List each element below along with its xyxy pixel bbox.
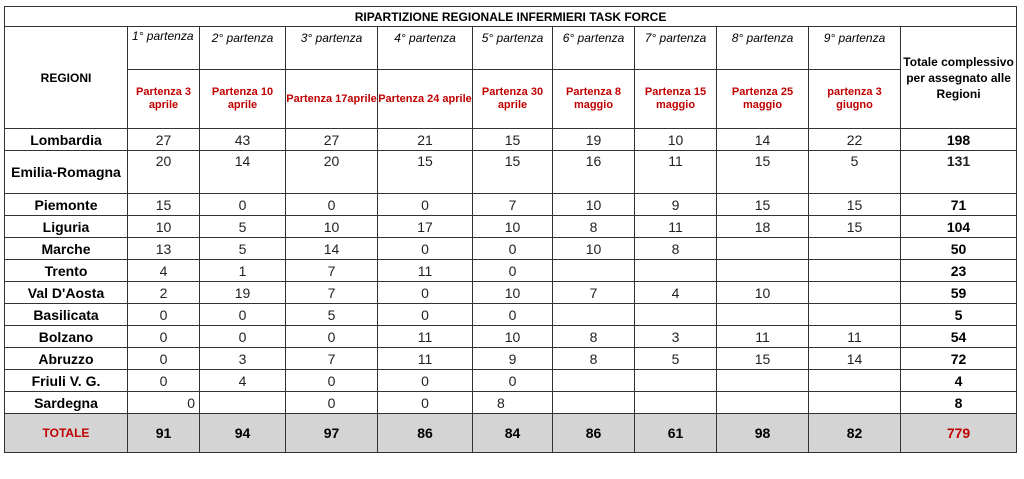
departure-date: partenza 3 giugno (809, 70, 901, 129)
region-total: 23 (901, 260, 1017, 282)
value-cell: 19 (553, 129, 635, 151)
value-cell: 10 (286, 216, 378, 238)
value-cell: 5 (200, 216, 286, 238)
value-cell (553, 370, 635, 392)
region-total: 198 (901, 129, 1017, 151)
value-cell: 7 (473, 194, 553, 216)
value-cell (809, 260, 901, 282)
value-cell (717, 304, 809, 326)
region-name: Emilia-Romagna (5, 151, 128, 194)
value-cell: 11 (717, 326, 809, 348)
value-cell (635, 370, 717, 392)
value-cell: 8 (553, 216, 635, 238)
value-cell (553, 304, 635, 326)
value-cell: 4 (128, 260, 200, 282)
value-cell: 1 (200, 260, 286, 282)
value-cell: 9 (473, 348, 553, 370)
region-total: 5 (901, 304, 1017, 326)
region-total: 8 (901, 392, 1017, 414)
value-cell: 13 (128, 238, 200, 260)
value-cell: 0 (200, 304, 286, 326)
region-total: 4 (901, 370, 1017, 392)
table-row (5, 304, 1017, 326)
region-name: Abruzzo (5, 348, 128, 370)
value-cell: 10 (553, 194, 635, 216)
departure-header: 1° partenza (128, 27, 200, 70)
value-cell: 10 (473, 326, 553, 348)
table-row (5, 151, 1017, 194)
value-cell (553, 392, 635, 414)
regions-header: REGIONI (5, 27, 128, 129)
region-name: Basilicata (5, 304, 128, 326)
value-cell (717, 392, 809, 414)
value-cell: 5 (200, 238, 286, 260)
value-cell: 11 (378, 260, 473, 282)
value-cell: 0 (473, 238, 553, 260)
departure-date: Partenza 3 aprile (128, 70, 200, 129)
table-row (5, 129, 1017, 151)
total-cell: 94 (200, 414, 286, 453)
value-cell (635, 260, 717, 282)
value-cell: 20 (128, 151, 200, 194)
value-cell: 0 (128, 326, 200, 348)
value-cell: 7 (286, 348, 378, 370)
value-cell: 27 (128, 129, 200, 151)
value-cell: 43 (200, 129, 286, 151)
value-cell (809, 238, 901, 260)
value-cell (717, 260, 809, 282)
value-cell (635, 304, 717, 326)
departure-date: Partenza 15 maggio (635, 70, 717, 129)
value-cell (809, 304, 901, 326)
value-cell: 0 (473, 260, 553, 282)
value-cell: 17 (378, 216, 473, 238)
region-total: 50 (901, 238, 1017, 260)
table-row (5, 216, 1017, 238)
region-total: 59 (901, 282, 1017, 304)
value-cell: 11 (809, 326, 901, 348)
value-cell: 7 (286, 260, 378, 282)
value-cell: 14 (717, 129, 809, 151)
value-cell: 0 (473, 370, 553, 392)
region-name: Trento (5, 260, 128, 282)
value-cell: 14 (200, 151, 286, 194)
value-cell: 2 (128, 282, 200, 304)
value-cell: 3 (200, 348, 286, 370)
value-cell: 0 (378, 392, 473, 414)
region-total: 131 (901, 151, 1017, 194)
region-name: Sardegna (5, 392, 128, 414)
departure-date: Partenza 24 aprile (378, 70, 473, 129)
total-cell: 86 (553, 414, 635, 453)
value-cell: 8 (635, 238, 717, 260)
value-cell: 0 (128, 392, 200, 414)
region-name: Lombardia (5, 129, 128, 151)
value-cell: 0 (378, 282, 473, 304)
value-cell: 0 (128, 370, 200, 392)
value-cell: 0 (286, 392, 378, 414)
value-cell: 15 (717, 194, 809, 216)
total-cell: 84 (473, 414, 553, 453)
value-cell: 4 (635, 282, 717, 304)
total-cell: 98 (717, 414, 809, 453)
table-row (5, 194, 1017, 216)
departure-date: Partenza 17aprile (286, 70, 378, 129)
table-row (5, 326, 1017, 348)
value-cell: 10 (473, 216, 553, 238)
region-name: Bolzano (5, 326, 128, 348)
task-force-table-container (4, 6, 1016, 453)
table-row (5, 348, 1017, 370)
value-cell: 10 (473, 282, 553, 304)
total-cell: 61 (635, 414, 717, 453)
value-cell: 19 (200, 282, 286, 304)
departure-date: Partenza 25 maggio (717, 70, 809, 129)
total-cell: 91 (128, 414, 200, 453)
value-cell: 15 (717, 348, 809, 370)
value-cell: 8 (473, 392, 553, 414)
value-cell: 8 (553, 326, 635, 348)
table-body (5, 129, 1017, 414)
table-title: RIPARTIZIONE REGIONALE INFERMIERI TASK FORCE (5, 7, 1017, 27)
value-cell: 18 (717, 216, 809, 238)
region-name: Marche (5, 238, 128, 260)
totals-label: TOTALE (5, 414, 128, 453)
value-cell: 15 (378, 151, 473, 194)
value-cell (717, 370, 809, 392)
total-cell: 97 (286, 414, 378, 453)
regional-distribution-table (4, 6, 1017, 453)
value-cell: 15 (128, 194, 200, 216)
value-cell (809, 392, 901, 414)
value-cell: 22 (809, 129, 901, 151)
value-cell: 11 (635, 216, 717, 238)
value-cell: 0 (378, 304, 473, 326)
total-cell: 82 (809, 414, 901, 453)
value-cell: 15 (473, 151, 553, 194)
departure-header: 6° partenza (553, 27, 635, 70)
region-name: Liguria (5, 216, 128, 238)
region-total: 54 (901, 326, 1017, 348)
value-cell: 0 (286, 194, 378, 216)
total-header: Totale complessivo per assegnato alle Regioni (901, 27, 1017, 129)
value-cell: 10 (717, 282, 809, 304)
value-cell (809, 282, 901, 304)
value-cell: 27 (286, 129, 378, 151)
total-cell: 86 (378, 414, 473, 453)
value-cell: 14 (809, 348, 901, 370)
value-cell: 15 (809, 194, 901, 216)
value-cell: 0 (286, 326, 378, 348)
departure-header: 2° partenza (200, 27, 286, 70)
value-cell: 0 (473, 304, 553, 326)
value-cell (553, 260, 635, 282)
value-cell: 4 (200, 370, 286, 392)
value-cell: 5 (635, 348, 717, 370)
value-cell (717, 238, 809, 260)
value-cell: 15 (809, 216, 901, 238)
value-cell: 11 (635, 151, 717, 194)
table-row (5, 260, 1017, 282)
value-cell: 16 (553, 151, 635, 194)
table-row (5, 238, 1017, 260)
value-cell: 8 (553, 348, 635, 370)
value-cell: 3 (635, 326, 717, 348)
region-total: 71 (901, 194, 1017, 216)
value-cell (200, 392, 286, 414)
value-cell: 0 (200, 194, 286, 216)
value-cell: 21 (378, 129, 473, 151)
departure-header: 9° partenza (809, 27, 901, 70)
value-cell: 7 (286, 282, 378, 304)
totals-row (5, 414, 1017, 453)
value-cell (809, 370, 901, 392)
value-cell: 15 (717, 151, 809, 194)
value-cell: 0 (378, 194, 473, 216)
value-cell: 10 (128, 216, 200, 238)
value-cell: 0 (128, 348, 200, 370)
table-row (5, 370, 1017, 392)
departure-header: 5° partenza (473, 27, 553, 70)
value-cell: 0 (286, 370, 378, 392)
value-cell: 9 (635, 194, 717, 216)
value-cell: 11 (378, 348, 473, 370)
region-total: 104 (901, 216, 1017, 238)
region-total: 72 (901, 348, 1017, 370)
departure-header: 7° partenza (635, 27, 717, 70)
value-cell: 10 (635, 129, 717, 151)
region-name: Piemonte (5, 194, 128, 216)
value-cell (635, 392, 717, 414)
region-name: Friuli V. G. (5, 370, 128, 392)
table-row (5, 282, 1017, 304)
value-cell: 14 (286, 238, 378, 260)
departure-header: 4° partenza (378, 27, 473, 70)
departure-header: 3° partenza (286, 27, 378, 70)
value-cell: 5 (809, 151, 901, 194)
grand-total: 779 (901, 414, 1017, 453)
value-cell: 0 (128, 304, 200, 326)
departure-date: Partenza 8 maggio (553, 70, 635, 129)
value-cell: 7 (553, 282, 635, 304)
value-cell: 0 (200, 326, 286, 348)
table-row (5, 392, 1017, 414)
departure-date: Partenza 30 aprile (473, 70, 553, 129)
departure-header: 8° partenza (717, 27, 809, 70)
value-cell: 0 (378, 238, 473, 260)
region-name: Val D'Aosta (5, 282, 128, 304)
value-cell: 5 (286, 304, 378, 326)
value-cell: 15 (473, 129, 553, 151)
value-cell: 11 (378, 326, 473, 348)
value-cell: 20 (286, 151, 378, 194)
value-cell: 0 (378, 370, 473, 392)
departure-date: Partenza 10 aprile (200, 70, 286, 129)
value-cell: 10 (553, 238, 635, 260)
